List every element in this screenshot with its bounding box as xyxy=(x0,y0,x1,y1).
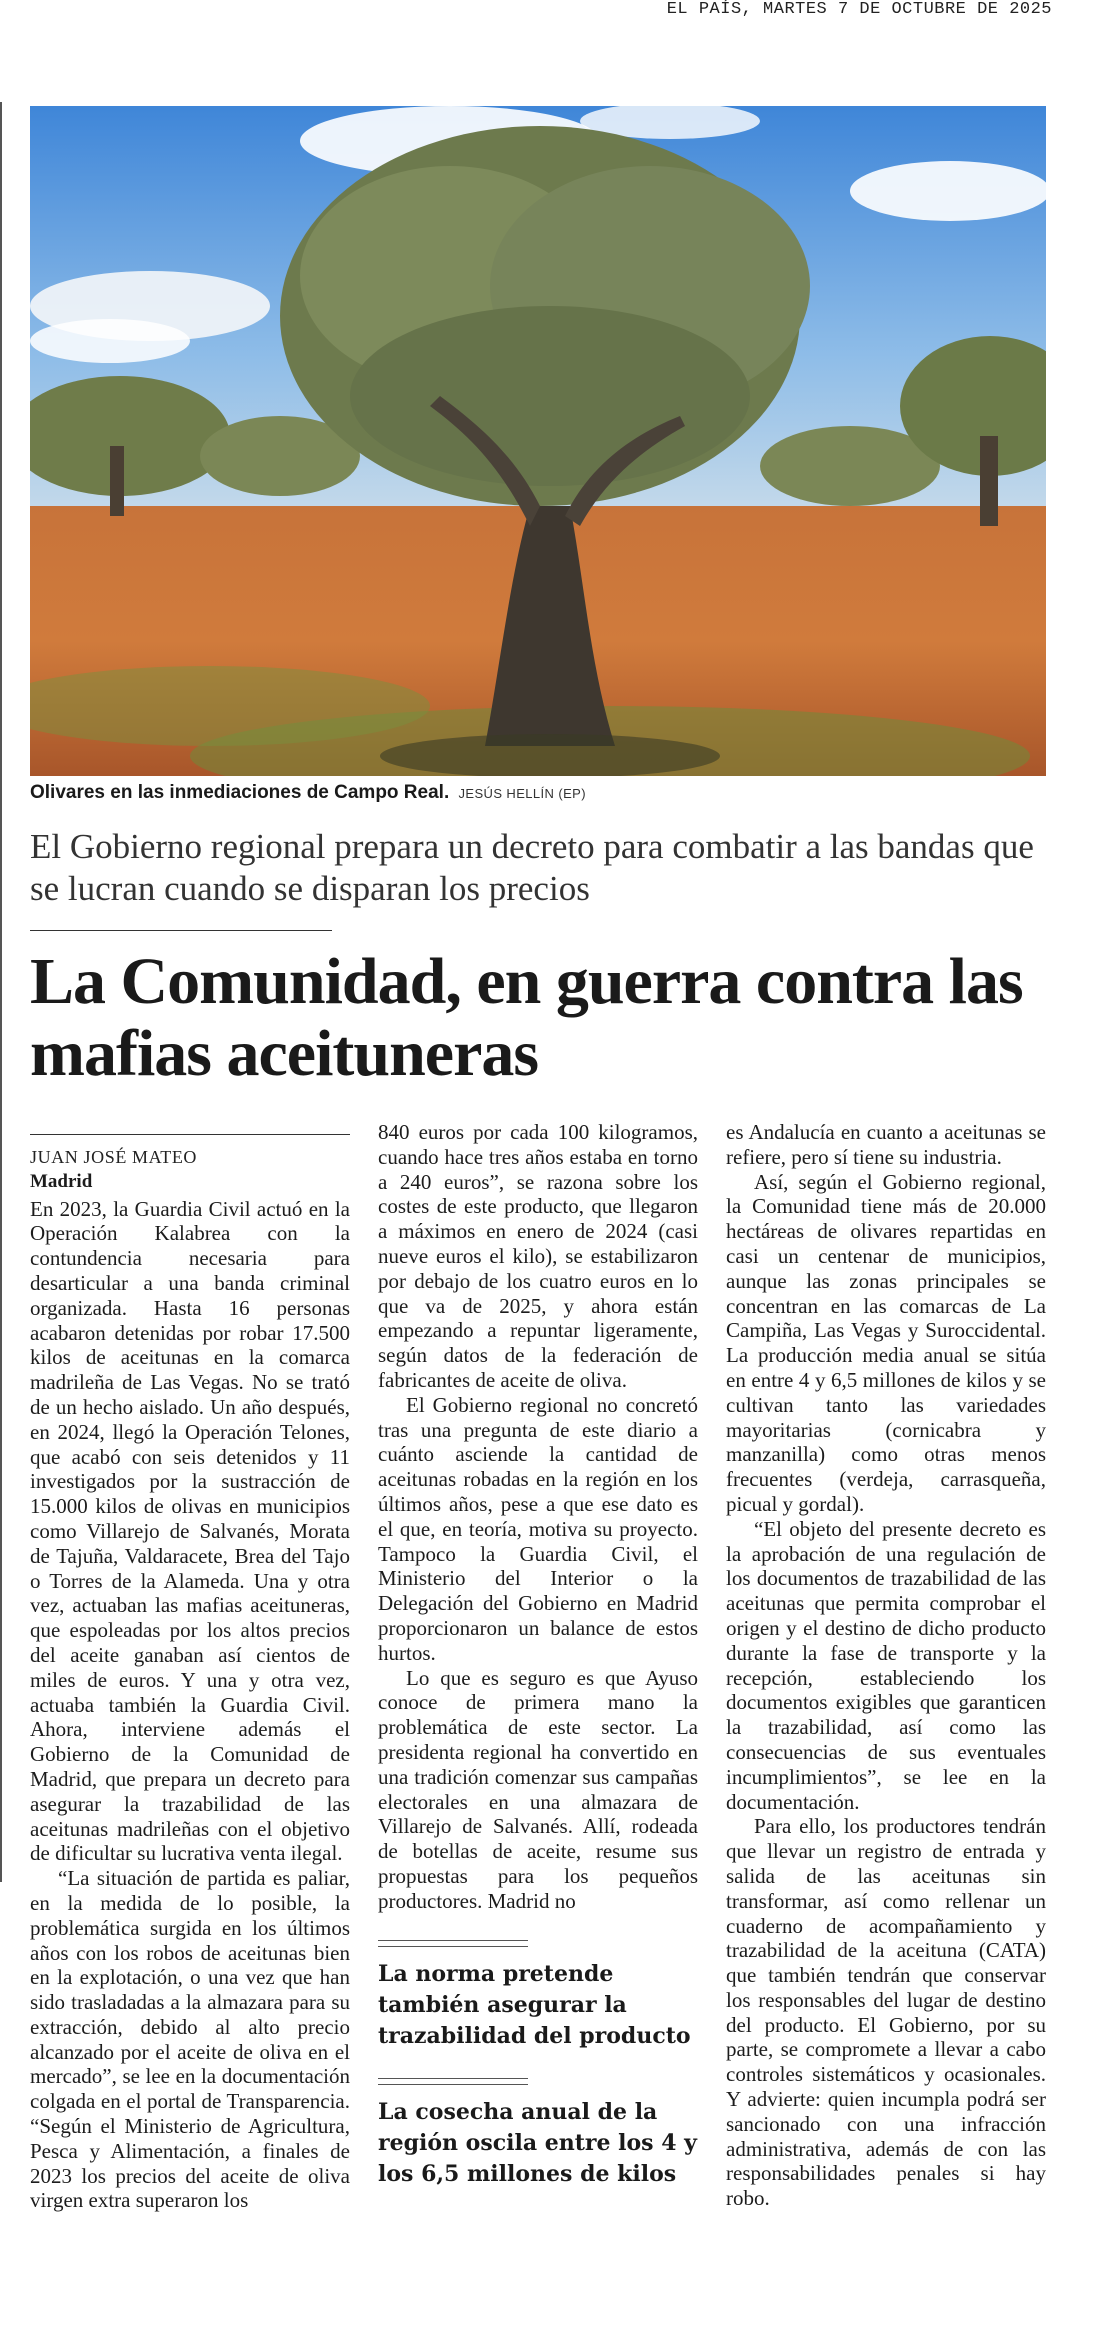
olive-trees-photo xyxy=(30,106,1046,776)
byline-place: Madrid xyxy=(30,1170,93,1192)
photo-caption xyxy=(30,782,1046,804)
paragraph: El Gobierno regional no concretó tras una pregunta de este diario a cuánto asciende la cantidad de aceitunas robadas en la región en los últimos años, pese a que ese dato es el que, en teoría, motiva su proyecto. Tampoco la Guardia Civil, el Ministerio del Interior o la Delegación del Gobierno en Madrid proporcionaron un balance de estos hurtos. xyxy=(378,1392,698,1665)
paragraph: Lo que es seguro es que Ayuso conoce de primera mano la problemática de este sector. La presidenta regional ha convertido en una tradición comenzar sus campañas electorales en una almazara de Villarejo de Salvanés. Allí, rodeada de botellas de aceite, resume sus propuestas para los pequeños productores. Madrid no xyxy=(378,1665,698,1913)
paragraph: Para ello, los productores tendrán que llevar un registro de entrada y salida de las aceitunas sin transformar, así como rellenar un cuaderno de acompañamiento y trazabilidad de la aceituna (CATA) que también tendrán que conservar los responsables del lugar de destino del producto. El Gobierno, por su parte, se compromete a llevar a cabo controles sistemáticos y ocasionales. Y advierte: quien incumpla podrá ser sancionado con una infracción administrativa, además de con las responsabilidades penales si hay robo. xyxy=(726,1814,1046,2211)
paragraph: En 2023, la Guardia Civil actuó en la Operación Kalabrea con la contundencia necesaria para desarticular a una banda criminal organizada. Hasta 16 personas acabaron detenidas por robar 17.500 kilos de aceitunas en la comarca madrileña de Las Vegas. No se trató de un hecho aislado. Un año después, en 2024, llegó la Operación Telones, que acabó con seis detenidos y 11 investigados por la sustracción de 15.000 kilos de olivas en municipios como Villarejo de Salvanés, Morata de Tajuña, Valdaracete, Brea del Tajo o Torres de la Alameda. Una y otra vez, actuaban las mafias aceituneras, que espoleadas por los altos precios del aceite ganaban así cientos de miles de euros. Y una y otra vez, actuaba también la Guardia Civil. Ahora, interviene además el Gobierno de la Comunidad de Madrid, que prepara un decreto para asegurar la trazabilidad de las aceitunas madrileñas con el objetivo de dificultar su lucrativa venta ilegal. xyxy=(30,1196,350,1866)
headline: La Comunidad, en guerra contra las mafias aceituneras xyxy=(30,945,1023,1090)
paragraph: “La situación de partida es paliar, en la medida de lo posible, la problemática surgida en los últimos años con los robos de aceitunas bien en la explotación, o una vez que han sido trasladadas a la almazara para su extracción, debido al alto precio alcanzado por el aceite de oliva en el mercado”, se lee en la documentación colgada en el portal de Transparencia. “Según el Ministerio de Agricultura, Pesca y Alimentación, a finales de 2023 los precios del aceite de oliva virgen extra superaron los xyxy=(30,1866,350,2213)
paragraph: 840 euros por cada 100 kilogramos, cuando hace tres años estaba en torno a 240 euros”, se razona sobre los costes de este producto, que llegaron a máximos en enero de 2024 (casi nueve euros el kilo), se estabilizaron por debajo de los cuatro euros en lo que va de 2025, y ahora están empezando a repuntar ligeramente, según datos de la federación de fabricantes de aceite de oliva. xyxy=(378,1120,698,1392)
article-column-2 xyxy=(378,1120,698,2190)
subtitle-rule xyxy=(30,930,332,931)
pull-quote-rules xyxy=(378,1940,528,1947)
subtitle: El Gobierno regional prepara un decreto para combatir a las bandas que se lucran cuando se disparan los precios xyxy=(30,827,1034,908)
pull-quote xyxy=(378,2078,698,2190)
pull-quote xyxy=(378,1940,698,2052)
byline-author: JUAN JOSÉ MATEO xyxy=(30,1147,198,1167)
photo-credit: JESÚS HELLÍN (EP) xyxy=(458,786,586,801)
masthead: EL PAÍS, MARTES 7 DE OCTUBRE DE 2025 xyxy=(666,0,1052,19)
pull-quote-text: La norma pretende también asegurar la trazabilidad del producto xyxy=(378,1960,691,2049)
pull-quote-text: La cosecha anual de la región oscila entre los 4 y los 6,5 millones de kilos xyxy=(378,2098,697,2187)
pull-quote-rules xyxy=(378,2078,528,2085)
byline-rule xyxy=(30,1134,350,1135)
page-edge-rule xyxy=(0,102,2,1882)
article-column-1 xyxy=(30,1134,350,2213)
article-column-3 xyxy=(726,1120,1046,2211)
paragraph: es Andalucía en cuanto a aceitunas se refiere, pero sí tiene su industria. xyxy=(726,1120,1046,1169)
paragraph: “El objeto del presente decreto es la aprobación de una regulación de los documentos de trazabilidad de las aceitunas que permita comprobar el origen y el destino de dicho producto durante la fase de transporte y la recepción, estableciendo los documentos exigibles que garanticen la trazabilidad, así como las consecuencias de sus eventuales incumplimientos”, se lee en la documentación. xyxy=(726,1516,1046,1814)
paragraph: Así, según el Gobierno regional, la Comunidad tiene más de 20.000 hectáreas de olivares repartidas en casi un centenar de municipios, aunque las zonas principales se concentran en las comarcas de La Campiña, Las Vegas y Suroccidental. La producción media anual se sitúa en entre 4 y 6,5 millones de kilos y se cultivan tanto las variedades mayoritarias (cornicabra y manzanilla) como otras menos frecuentes (verdeja, carrasqueña, picual y gordal). xyxy=(726,1169,1046,1516)
caption-text: Olivares en las inmediaciones de Campo Real. xyxy=(30,782,450,803)
